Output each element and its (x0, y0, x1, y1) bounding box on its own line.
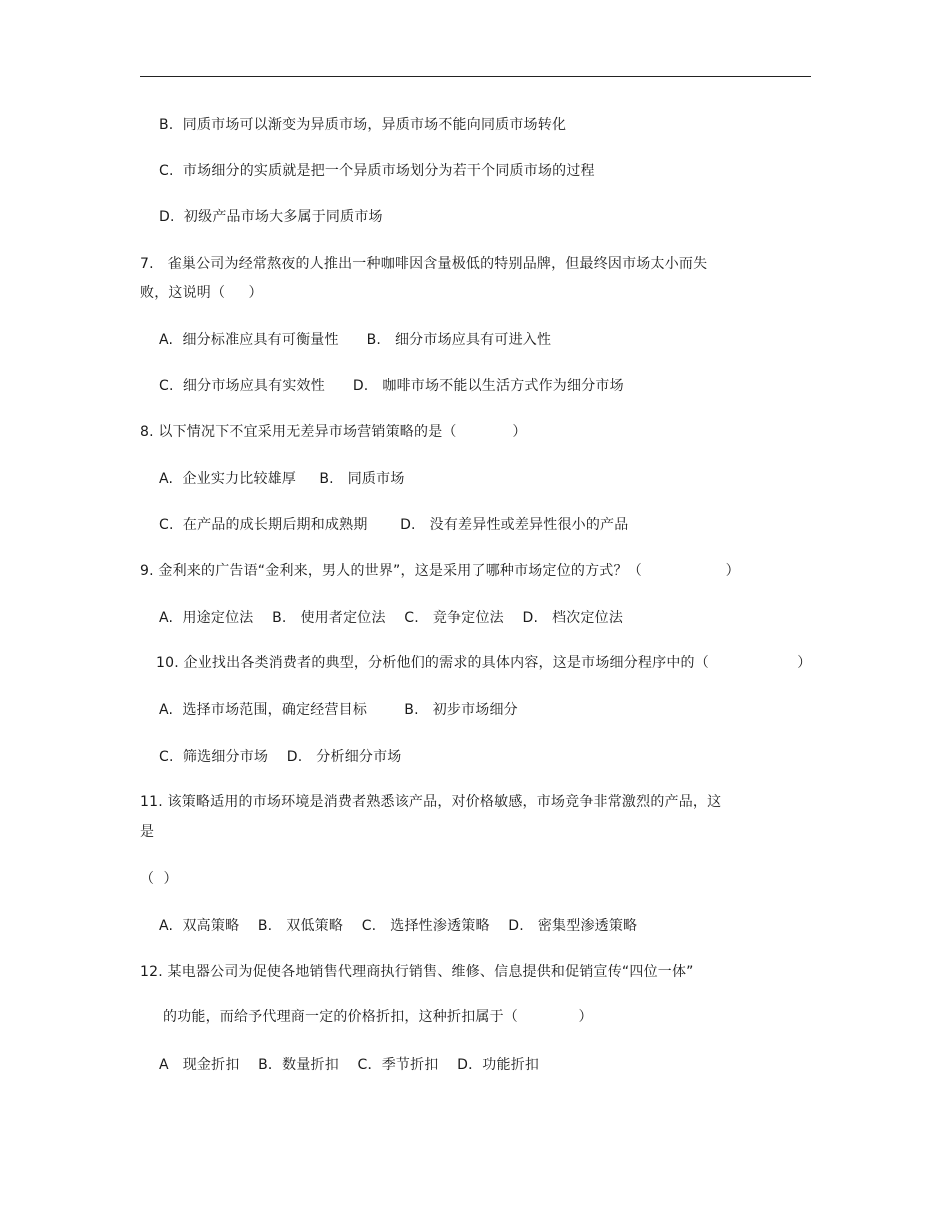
question-7-line2: 败，这说明（ ） (140, 285, 263, 301)
header-rule (140, 76, 811, 77)
options-9: A. 用途定位法 B. 使用者定位法 C. 竞争定位法 D. 档次定位法 (159, 610, 624, 626)
options-10ab: A. 选择市场范围，确定经营目标 B. 初步市场细分 (159, 702, 518, 718)
question-9: 9. 金利来的广告语“金利来，男人的世界”，这是采用了哪种市场定位的方式？（ ） (140, 563, 740, 579)
options-8ab: A. 企业实力比较雄厚 B. 同质市场 (159, 471, 405, 487)
question-11-blank: （ ） (140, 871, 178, 887)
options-10cd: C. 筛选细分市场 D. 分析细分市场 (159, 749, 402, 765)
question-12-line1: 12. 某电器公司为促使各地销售代理商执行销售、维修、信息提供和促销宣传“四位一体” (140, 964, 694, 980)
question-10: 10. 企业找出各类消费者的典型，分析他们的需求的具体内容，这是市场细分程序中的（ ） (156, 655, 812, 671)
option-6b: B. 同质市场可以渐变为异质市场，异质市场不能向同质市场转化 (159, 117, 567, 133)
question-12-line2: 的功能，而给予代理商一定的价格折扣，这种折扣属于（ ） (163, 1009, 593, 1025)
options-11: A. 双高策略 B. 双低策略 C. 选择性渗透策略 D. 密集型渗透策略 (159, 918, 638, 934)
question-11-line2: 是 (140, 824, 155, 840)
option-6c: C. 市场细分的实质就是把一个异质市场划分为若干个同质市场的过程 (159, 163, 595, 179)
question-8: 8. 以下情况下不宜采用无差异市场营销策略的是（ ） (140, 424, 527, 440)
question-11-line1: 11. 该策略适用的市场环境是消费者熟悉该产品，对价格敏感，市场竞争非常激烈的产品，这 (140, 794, 722, 810)
options-8cd: C. 在产品的成长期后期和成熟期 D. 没有差异性或差异性很小的产品 (159, 517, 629, 533)
question-7-line1: 7. 雀巢公司为经常熬夜的人推出一种咖啡因含量极低的特别品牌，但最终因市场太小而失 (140, 256, 708, 272)
options-12: A 现金折扣 B．数量折扣 C．季节折扣 D．功能折扣 (159, 1057, 540, 1073)
option-6d: D. 初级产品市场大多属于同质市场 (159, 209, 383, 225)
options-7cd: C. 细分市场应具有实效性 D. 咖啡市场不能以生活方式作为细分市场 (159, 378, 624, 394)
options-7ab: A. 细分标准应具有可衡量性 B. 细分市场应具有可进入性 (159, 332, 552, 348)
